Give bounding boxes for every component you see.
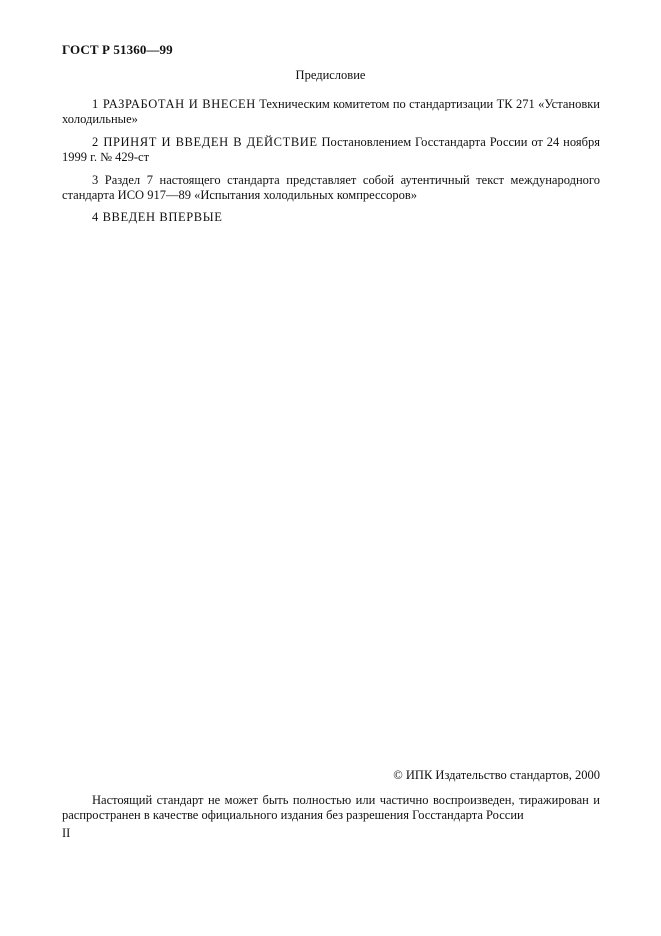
page-title: Предисловие xyxy=(295,68,366,82)
item-2-lead: 2 ПРИНЯТ И ВВЕДЕН В ДЕЙСТВИЕ xyxy=(92,135,318,149)
reproduction-notice xyxy=(62,793,600,823)
preface-item-1 xyxy=(62,97,600,126)
item-3-text: 3 Раздел 7 настоящего стандарта представляет собой аутентичный текст международного стандарта ИСО 917—89 «Испытания холодильных компрессоров» xyxy=(62,173,600,202)
page-number: II xyxy=(62,826,71,840)
item-4-lead: 4 ВВЕДЕН ВПЕРВЫЕ xyxy=(92,210,223,224)
preface-item-4 xyxy=(62,210,600,225)
item-2-text: Постановлением Госстандарта России от 24 ноября 1999 г. № 429-ст xyxy=(62,135,600,164)
preface-item-2 xyxy=(62,135,600,164)
preface-item-3 xyxy=(62,173,600,202)
item-1-text: Техническим комитетом по стандартизации ТК 271 «Установки холодильные» xyxy=(62,97,600,126)
document-code: ГОСТ Р 51360—99 xyxy=(62,42,173,57)
copyright-line: © ИПК Издательство стандартов, 2000 xyxy=(393,768,600,782)
item-1-lead: 1 РАЗРАБОТАН И ВНЕСЕН xyxy=(92,97,256,111)
notice-text: Настоящий стандарт не может быть полностью или частично воспроизведен, тиражирован и распространен в качестве официального издания без разрешения Госстандарта России xyxy=(62,793,600,822)
